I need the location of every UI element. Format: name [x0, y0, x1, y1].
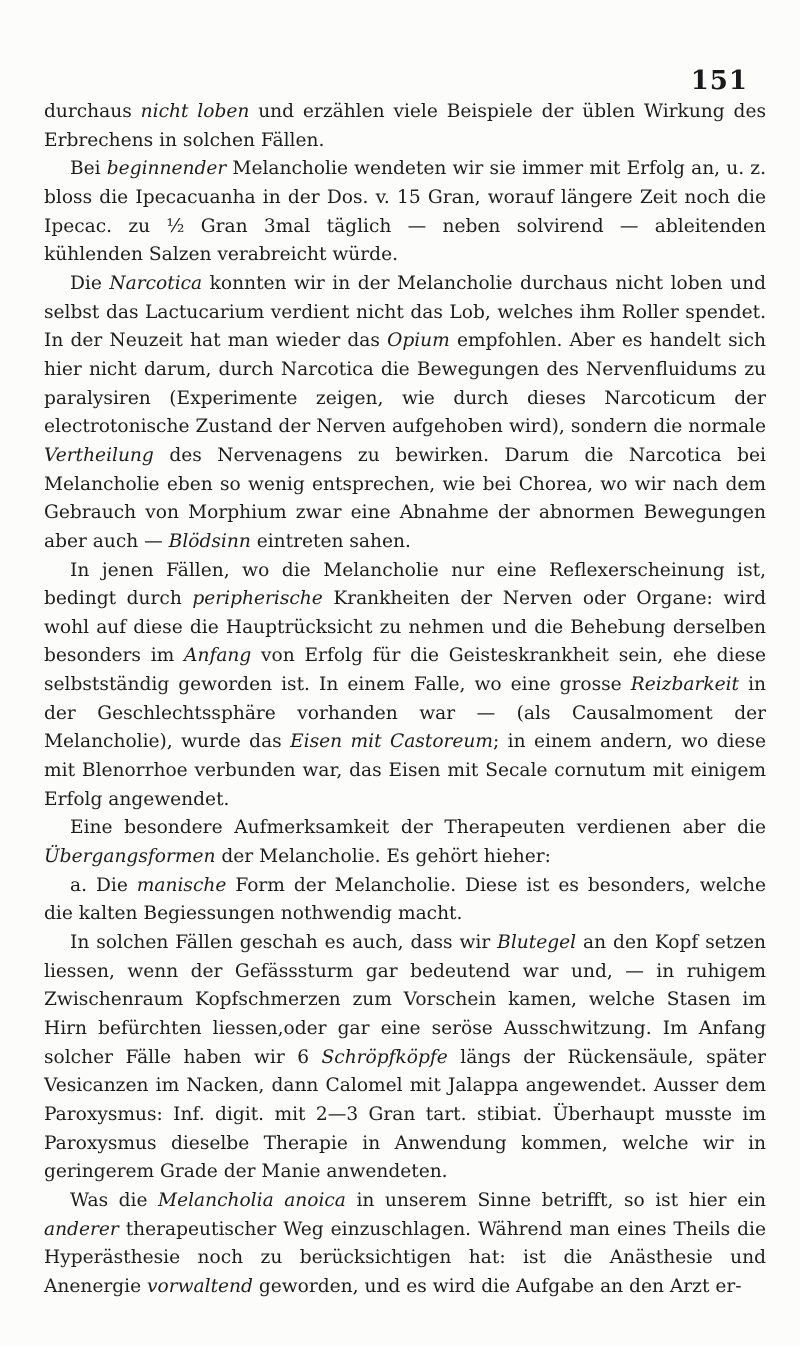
text-run: ; in einem andern, wo diese mit Blenorrhoe verbunden war, das Eisen mit Secale cornutum mit einigem Erfolg angewendet.	[44, 731, 766, 810]
emphasized-text: vorwaltend	[147, 1275, 253, 1297]
emphasized-text: manische	[136, 874, 227, 896]
text-run: In jenen Fällen, wo die Melancholie nur eine Reflexerscheinung ist, bedingt durch	[44, 559, 766, 610]
paragraph-4	[44, 557, 766, 815]
emphasized-text: Blödsinn	[168, 530, 251, 552]
emphasized-text: Vertheilung	[44, 444, 154, 466]
paragraph-5	[44, 814, 766, 871]
emphasized-text: beginnender	[106, 158, 227, 180]
text-run: der Melancholie. Es gehört hieher:	[215, 846, 551, 868]
body-text	[44, 98, 766, 1302]
text-run: Form der Melancholie. Diese ist es besonders, welche die kalten Begiessungen nothwendig macht.	[44, 874, 766, 925]
page-number: 151	[690, 66, 748, 96]
emphasized-text: Übergangsformen	[44, 846, 216, 868]
text-run: empfohlen. Aber es handelt sich hier nicht darum, durch Narcotica die Bewegungen des Nervenfluidums zu paralysiren (Experimente zeigen, wie durch dieses Narcoticum der electrotonische Zustand der Nerven aufgehoben wird), sondern die normale	[44, 330, 767, 438]
paragraph-1	[44, 98, 766, 155]
text-run: in unserem Sinne betrifft, so ist hier ein	[345, 1189, 767, 1211]
paragraph-7	[44, 929, 766, 1187]
text-run: Was die	[70, 1189, 159, 1211]
text-run: längs der Rückensäule, später Vesicanzen im Nacken, dann Calomel mit Jalappa angewendet. Ausser dem Paroxysmus: Inf. digit. mit 2—3 Gran tart. stibiat. Überhaupt musste im Paroxysmus dieselbe Therapie in Anwendung kommen, welche wir in geringerem Grade der Manie anwendeten.	[44, 1046, 766, 1183]
emphasized-text: Opium	[387, 330, 450, 352]
emphasized-text: peripherische	[192, 588, 323, 610]
text-run: in der Geschlechtssphäre vorhanden war — (als Causalmoment der Melancholie), wurde das	[44, 674, 766, 753]
text-run: Bei	[70, 158, 107, 180]
paragraph-2	[44, 155, 766, 270]
text-run: durchaus	[44, 101, 141, 122]
text-run: und erzählen viele Beispiele der üblen Wirkung des Erbrechens in solchen Fällen.	[44, 101, 767, 151]
emphasized-text: nicht loben	[140, 101, 250, 122]
text-run: Eine besondere Aufmerksamkeit der Therapeuten verdienen aber die	[70, 817, 766, 839]
list-item-a	[44, 872, 766, 929]
text-run: eintreten sahen.	[250, 530, 411, 552]
text-run: an den Kopf setzen liessen, wenn der Gefässsturm gar bedeutend war und, — in ruhigem Zwischenraum Kopfschmerzen zum Vorschein kamen, welche Stasen im Hirn befürchten liessen,oder gar eine seröse Ausschwitzung. Im Anfang solcher Fälle haben wir 6	[44, 932, 766, 1068]
text-run: Die	[70, 272, 110, 294]
text-run: konnten wir in der Melancholie durchaus nicht loben und selbst das Lactucarium verdient nicht das Lob, welches ihm Roller spendet. In der Neuzeit hat man wieder das	[44, 272, 766, 352]
text-run: a. Die	[70, 874, 137, 896]
text-run: therapeutischer Weg einzuschlagen. Während man eines Theils die Hyperästhesie noch zu berücksichtigen hat: ist die Anästhesie und Anenergie	[44, 1218, 766, 1297]
text-run: von Erfolg für die Geisteskrankheit sein, ehe diese selbstständig geworden ist. In einem Falle, wo eine grosse	[44, 645, 766, 696]
emphasized-text: Blutegel	[497, 932, 577, 954]
text-run: In solchen Fällen geschah es auch, dass wir	[70, 932, 498, 954]
emphasized-text: Schröpfköpfe	[321, 1046, 448, 1068]
paragraph-3	[44, 270, 766, 557]
emphasized-text: anderer	[44, 1218, 119, 1240]
text-run: Melancholie wendeten wir sie immer mit Erfolg an, u. z. bloss die Ipecacuanha in der Dos. v. 15 Gran, worauf längere Zeit noch die Ipecac. zu ½ Gran 3mal täglich — neben solvirend — ableitenden kühlenden Salzen verabreicht würde.	[44, 158, 766, 266]
text-run: geworden, und es wird die Aufgabe an den Arzt er-	[252, 1275, 742, 1297]
paragraph-8	[44, 1187, 766, 1302]
text-run: Krankheiten der Nerven oder Organe: wird wohl auf diese die Hauptrücksicht zu nehmen und die Behebung derselben besonders im	[44, 588, 766, 667]
emphasized-text: Melancholia anoica	[158, 1189, 346, 1211]
emphasized-text: Narcotica	[109, 272, 203, 294]
emphasized-text: Reizbarkeit	[630, 674, 740, 696]
emphasized-text: Eisen mit Castoreum	[290, 731, 494, 753]
emphasized-text: Anfang	[184, 645, 252, 667]
text-run: des Nervenagens zu bewirken. Darum die Narcotica bei Melancholie eben so wenig entsprechen, wie bei Chorea, wo wir nach dem Gebrauch von Morphium zwar eine Abnahme der abnormen Bewegungen aber auch —	[44, 444, 766, 552]
